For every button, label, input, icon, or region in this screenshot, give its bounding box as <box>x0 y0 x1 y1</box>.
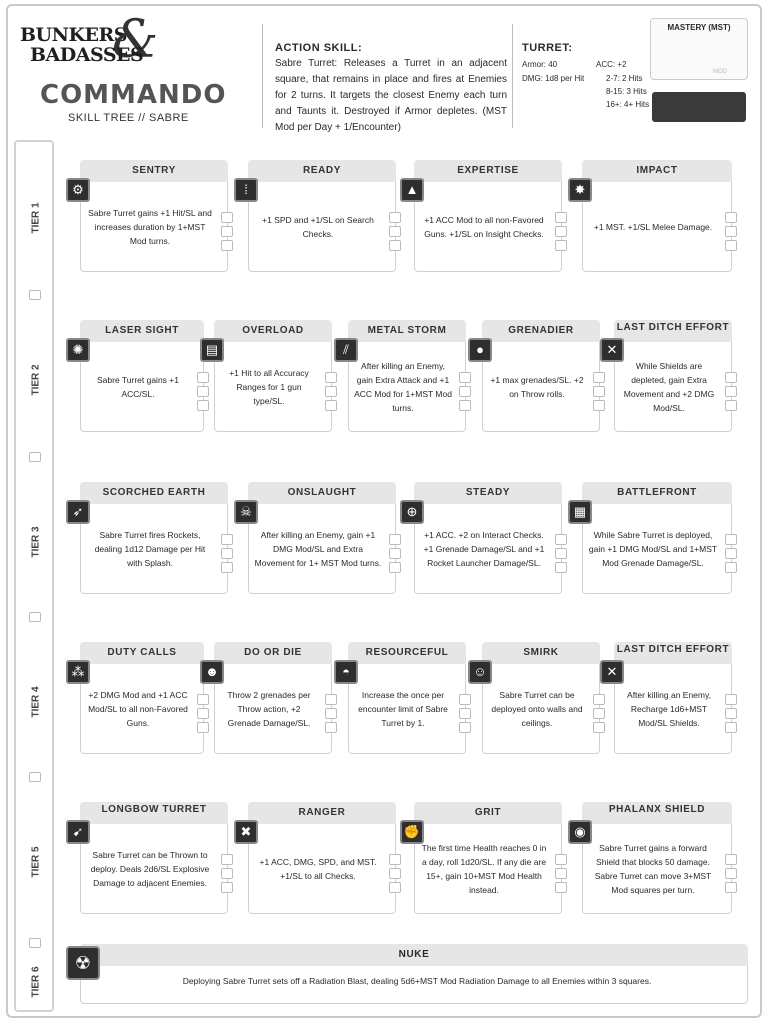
skill-name: LASER SIGHT <box>80 320 204 342</box>
mastery-title: MASTERY (MST) <box>667 23 731 32</box>
skill-level-pip[interactable] <box>555 548 567 559</box>
crossed-tools-icon: ✕ <box>600 660 624 684</box>
skill-card[interactable] <box>66 320 204 432</box>
ammo-icon: ⁞ <box>234 178 258 202</box>
tier-label: TIER 5 <box>30 846 42 878</box>
skill-name: ONSLAUGHT <box>248 482 396 504</box>
bunkers-badasses-logo <box>16 10 159 70</box>
skill-name: DO OR DIE <box>214 642 332 664</box>
barricade-icon: ▦ <box>568 500 592 524</box>
turret-hits-2: 8-15: 3 Hits <box>606 87 647 96</box>
skill-name: BATTLEFRONT <box>582 482 732 504</box>
explosion-icon: ✸ <box>568 178 592 202</box>
skill-card[interactable] <box>600 642 732 754</box>
bullets-icon: ⫽ <box>334 338 358 362</box>
skill-level-pip[interactable] <box>555 226 567 237</box>
skill-card[interactable] <box>234 802 396 914</box>
skill-description: After killing an Enemy, gain Extra Attack and +1 ACC Mod for 1+MST Mod turns. <box>354 361 452 413</box>
tier-label: TIER 4 <box>30 686 42 718</box>
skill-name: LAST DITCH EFFORT <box>614 642 732 668</box>
skill-name: SMIRK <box>482 642 600 664</box>
tier-lock-icon <box>29 772 41 782</box>
skill-description: +1 ACC, DMG, SPD, and MST. +1/SL to all Checks. <box>259 857 377 881</box>
skill-description: While Shields are depleted, gain Extra Movement and +2 DMG Mod/SL. <box>623 361 715 413</box>
skill-level-pip[interactable] <box>725 722 737 733</box>
skill-card[interactable] <box>400 802 562 914</box>
turret-icon: ⚙ <box>66 178 90 202</box>
skill-name: LAST DITCH EFFORT <box>614 320 732 346</box>
turret-accuracy: ACC: +2 <box>596 60 627 69</box>
skill-description: Sabre Turret can be Thrown to deploy. Deals 2d6/SL Explosive Damage to adjacent Enemies. <box>90 850 210 888</box>
skill-name: RANGER <box>248 802 396 824</box>
turret-armor: Armor: 40 <box>522 60 558 69</box>
tier-label: TIER 3 <box>30 526 42 558</box>
helmet-icon: ◓ <box>334 660 358 684</box>
skill-description: Sabre Turret gains a forward Shield that blocks 50 damage. Sabre Turret can move 3+MST Mod squares per turn. <box>594 843 712 895</box>
skill-description: +1 ACC Mod to all non-Favored Guns. +1/SL on Insight Checks. <box>424 215 544 239</box>
skill-level-pip[interactable] <box>221 240 233 251</box>
skill-description: Sabre Turret gains +1 ACC/SL. <box>97 375 179 399</box>
skill-description: While Sabre Turret is deployed, gain +1 DMG Mod/SL and 1+MST Mod Grenade Damage/SL. <box>588 530 718 568</box>
skill-level-pip[interactable] <box>221 882 233 893</box>
action-skill-title: ACTION SKILL: <box>275 42 363 54</box>
skill-name: SENTRY <box>80 160 228 182</box>
skill-description: Increase the once per encounter limit of Sabre Turret by 1. <box>358 690 448 728</box>
header-divider <box>262 24 263 128</box>
skill-card[interactable] <box>334 642 466 754</box>
skill-card[interactable] <box>66 160 228 272</box>
skill-card[interactable] <box>66 802 228 914</box>
logo-line1: BUNKERS <box>20 24 128 46</box>
skill-description: After killing an Enemy, Recharge 1d6+MST Mod/SL Shields. <box>627 690 711 728</box>
skill-card[interactable] <box>234 160 396 272</box>
skill-level-pip[interactable] <box>555 868 567 879</box>
skill-level-pip[interactable] <box>725 708 737 719</box>
class-title: COMMANDO <box>40 80 227 110</box>
skill-name: DUTY CALLS <box>80 642 204 664</box>
skill-card[interactable] <box>400 482 562 594</box>
skill-level-pip[interactable] <box>555 854 567 865</box>
tier-lock-icon <box>29 938 41 948</box>
skill-level-pip[interactable] <box>725 226 737 237</box>
skill-card[interactable] <box>66 642 204 754</box>
skill-card[interactable] <box>334 320 466 432</box>
skill-name: METAL STORM <box>348 320 466 342</box>
skill-level-pip[interactable] <box>725 694 737 705</box>
rocket-icon: ➶ <box>66 500 90 524</box>
shield-dome-icon: ◉ <box>568 820 592 844</box>
skill-name: GRENADIER <box>482 320 600 342</box>
skill-level-pip[interactable] <box>555 562 567 573</box>
tier-label: TIER 2 <box>30 364 42 396</box>
skill-level-pip[interactable] <box>725 240 737 251</box>
skill-card[interactable] <box>234 482 396 594</box>
skill-name: IMPACT <box>582 160 732 182</box>
skill-name: EXPERTISE <box>414 160 562 182</box>
wrench-icon: ✕ <box>600 338 624 362</box>
skill-level-pip[interactable] <box>555 212 567 223</box>
skill-level-pip[interactable] <box>221 534 233 545</box>
skill-card[interactable] <box>468 320 600 432</box>
skill-card[interactable] <box>468 642 600 754</box>
skill-description: +1 MST. +1/SL Melee Damage. <box>593 222 713 232</box>
nuke-skull-icon: ☢ <box>66 946 100 980</box>
skill-card-nuke[interactable] <box>66 944 748 1004</box>
tier-rail <box>14 140 54 1012</box>
action-skill-text: Sabre Turret: Releases a Turret in an adjacent square, that remains in place and fires at Enemies for 2 turns. It targets the closest Enemy each turn and Taunts it. Destroyed if Armor depletes. (MST Mod per Day + 1/Encounter) <box>275 58 507 133</box>
skill-level-pip[interactable] <box>725 534 737 545</box>
skill-card[interactable] <box>568 802 732 914</box>
skill-level-pip[interactable] <box>725 372 737 383</box>
skill-card[interactable] <box>200 320 332 432</box>
turret-damage: DMG: 1d8 per Hit <box>522 74 585 83</box>
skill-level-pip[interactable] <box>221 562 233 573</box>
skill-level-pip[interactable] <box>555 534 567 545</box>
logo-line2: BADASSES <box>30 44 144 66</box>
skill-level-pip[interactable] <box>725 548 737 559</box>
skill-name: OVERLOAD <box>214 320 332 342</box>
skill-name: SCORCHED EARTH <box>80 482 228 504</box>
skill-level-pip[interactable] <box>725 212 737 223</box>
skill-description: +2 DMG Mod and +1 ACC Mod/SL to all non-Favored Guns. <box>88 690 188 728</box>
scope-icon: ⊕ <box>400 500 424 524</box>
shells-icon: ⁂ <box>66 660 90 684</box>
skill-name: NUKE <box>80 944 748 966</box>
skill-description: Sabre Turret fires Rockets, dealing 1d12 Damage per Hit with Splash. <box>94 530 206 568</box>
turret-hits-1: 2-7: 2 Hits <box>606 74 643 83</box>
skill-card[interactable] <box>200 642 332 754</box>
skill-card[interactable] <box>600 320 732 432</box>
skill-description: The first time Health reaches 0 in a day, roll 1d20/SL. If any die are 15+, gain 10+MST Mod Health instead. <box>421 843 547 895</box>
skill-description: Throw 2 grenades per Throw action, +2 Grenade Damage/SL. <box>227 690 311 728</box>
magazine-icon: ▤ <box>200 338 224 362</box>
skull-crossbones-icon: ☠ <box>234 500 258 524</box>
skill-level-pip[interactable] <box>221 212 233 223</box>
skill-name: STEADY <box>414 482 562 504</box>
skill-level-pip[interactable] <box>725 882 737 893</box>
skill-level-pip[interactable] <box>725 868 737 879</box>
grenade-icon: ● <box>468 338 492 362</box>
skill-level-pip[interactable] <box>725 562 737 573</box>
skill-name: PHALANX SHIELD <box>582 802 732 828</box>
tier-lock-icon <box>29 290 41 300</box>
skill-card[interactable] <box>568 160 732 272</box>
skill-level-pip[interactable] <box>221 854 233 865</box>
skill-description: +1 Hit to all Accuracy Ranges for 1 gun type/SL. <box>229 368 309 406</box>
skill-level-pip[interactable] <box>221 548 233 559</box>
smirk-face-icon: ☺ <box>468 660 492 684</box>
tier-lock-icon <box>29 612 41 622</box>
header-divider <box>512 24 513 128</box>
mastery-mod-label: MOD <box>713 69 727 75</box>
mastery-box[interactable] <box>650 18 748 80</box>
turret-title: TURRET: <box>522 42 573 54</box>
skill-name: RESOURCEFUL <box>348 642 466 664</box>
skill-card[interactable] <box>66 482 228 594</box>
skill-level-pip[interactable] <box>725 854 737 865</box>
skill-level-pip[interactable] <box>725 400 737 411</box>
tier-label: TIER 1 <box>30 202 42 234</box>
skull-icon: ☻ <box>200 660 224 684</box>
skill-level-pip[interactable] <box>725 386 737 397</box>
skill-description: After killing an Enemy, gain +1 DMG Mod/SL and Extra Movement for 1+ MST Mod turns. <box>254 530 382 568</box>
skill-name: LONGBOW TURRET <box>80 802 228 828</box>
turret-hits-3: 16+: 4+ Hits <box>606 100 650 109</box>
turret-illustration <box>652 92 746 122</box>
skill-level-pip[interactable] <box>221 226 233 237</box>
skill-name: READY <box>248 160 396 182</box>
skill-description: Sabre Turret can be deployed onto walls and ceilings. <box>491 690 583 728</box>
tier-lock-icon <box>29 452 41 462</box>
bow-icon: ➹ <box>66 820 90 844</box>
skill-level-pip[interactable] <box>221 868 233 879</box>
skill-level-pip[interactable] <box>555 240 567 251</box>
laser-icon: ✺ <box>66 338 90 362</box>
skill-description: Sabre Turret gains +1 Hit/SL and increases duration by 1+MST Mod turns. <box>88 208 212 246</box>
header <box>10 10 758 134</box>
crossed-rifles-icon: ✖ <box>234 820 258 844</box>
skill-description: +1 SPD and +1/SL on Search Checks. <box>262 215 374 239</box>
tier-label: TIER 6 <box>30 966 42 998</box>
skill-tree-subtitle: SKILL TREE // SABRE <box>68 112 189 124</box>
skill-description: Deploying Sabre Turret sets off a Radiation Blast, dealing 5d6+MST Mod Radiation Damage to all Enemies within 3 squares. <box>182 976 652 986</box>
logo-ampersand: & <box>112 10 159 70</box>
skill-card[interactable] <box>568 482 732 594</box>
skill-level-pip[interactable] <box>555 882 567 893</box>
skill-name: GRIT <box>414 802 562 824</box>
fist-icon: ✊ <box>400 820 424 844</box>
skill-card[interactable] <box>400 160 562 272</box>
skill-description: +1 max grenades/SL. +2 on Throw rolls. <box>490 375 584 399</box>
bullet-icon: ▲ <box>400 178 424 202</box>
skill-description: +1 ACC. +2 on Interact Checks. +1 Grenade Damage/SL and +1 Rocket Launcher Damage/SL. <box>423 530 545 568</box>
